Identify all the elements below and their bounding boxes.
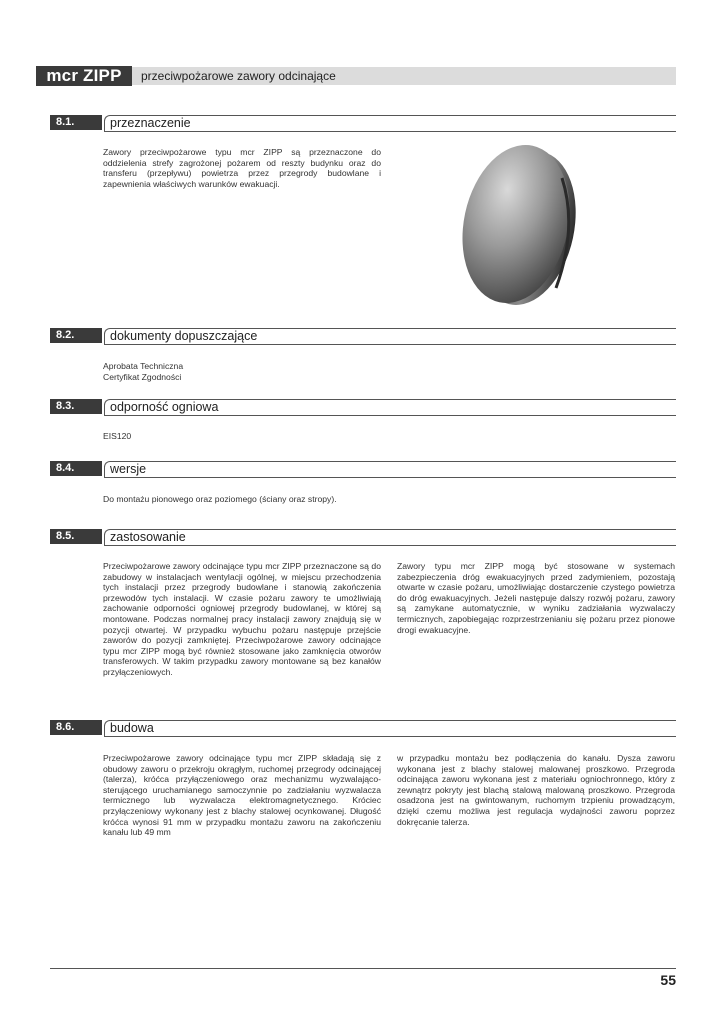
document-item: Certyfikat Zgodności: [103, 371, 182, 382]
section-title: zastosowanie: [104, 529, 676, 546]
brand-logo: mcr ZIPP: [36, 66, 132, 86]
section-title: przeznaczenie: [104, 115, 676, 132]
section-text: [103, 361, 381, 382]
section-number: 8.5.: [50, 529, 102, 544]
section-number: 8.3.: [50, 399, 102, 414]
section-number: 8.2.: [50, 328, 102, 343]
section-number: 8.4.: [50, 461, 102, 476]
document-item: Aprobata Techniczna: [103, 361, 184, 371]
header-bar: [36, 67, 676, 85]
section-header-8-6: [50, 720, 676, 736]
section-header-8-1: [50, 115, 676, 131]
section-text: Do montażu pionowego oraz poziomego (ściany oraz stropy).: [103, 494, 337, 504]
section-text-col1: Przeciwpożarowe zawory odcinające typu mcr ZIPP składają się z obudowy zaworu o przekroju okrągłym, ruchomej przegrody odcinającej (talerza), króćca przyłączeniowego oraz mechanizmu wyzwalająco-sterującego uruchamianego samoczynnie po zadziałaniu wyzwalacza termicznego lub wyzwalacza elektromagnetycznego. Króciec przyłączeniowy wykonany jest z blachy stalowej ocynkowanej. Długość króćca wynosi 91 mm w przypadku montażu zaworu na zakończeniu kanału lub 49 mm: [103, 753, 381, 838]
section-number: 8.1.: [50, 115, 102, 130]
section-header-8-3: [50, 399, 676, 415]
section-title: wersje: [104, 461, 676, 478]
section-text-col2: w przypadku montażu bez podłączenia do kanału. Dysza zaworu wykonana jest z blachy stalowej malowanej proszkowo. Przegroda odcinająca zaworu wykonana jest z materiału ogniochronnego, który z zewnątrz pokryty jest blachą stalową malowaną proszkowo. Przegroda osadzona jest na gwintowanym, ruchomym trzpieniu prowadzącym, dzięki czemu możliwa jest regulacja wydajności zaworu poprzez dokręcanie talerza.: [397, 753, 675, 827]
section-title: dokumenty dopuszczające: [104, 328, 676, 345]
page-number: 55: [660, 972, 676, 988]
section-title: budowa: [104, 720, 676, 737]
section-header-8-2: [50, 328, 676, 344]
section-title: odporność ogniowa: [104, 399, 676, 416]
section-header-8-4: [50, 461, 676, 477]
header-title: przeciwpożarowe zawory odcinające: [141, 69, 336, 83]
valve-product-image: [452, 138, 580, 312]
section-text: Zawory przeciwpożarowe typu mcr ZIPP są przeznaczone do oddzielenia strefy zagrożonej pożarem od reszty budynku oraz do transferu (przepływu) powietrza przez przegrody budowlane i zapewnienia właściwych warunków ewakuacji.: [103, 147, 381, 189]
section-number: 8.6.: [50, 720, 102, 735]
footer-divider: [50, 968, 676, 969]
section-text: EIS120: [103, 431, 132, 441]
section-text-col1: Przeciwpożarowe zawory odcinające typu mcr ZIPP przeznaczone są do zabudowy w instalacjach wentylacji ogólnej, w miejscu przechodzenia tych instalacji przez przegrody budowlane i stanowią zakończenia przewodów tych instalacji. W czasie pożaru zawory te umożliwiają zachowanie odporności ogniowej przegrody budowlanej, w której są montowane. Podczas normalnej pracy instalacji zawory znajdują się w pozycji otwartej. W przypadku wybuchu pożaru następuje przejście zaworów do pozycji zamkniętej. Przeciwpożarowe zawory odcinające typu mcr ZIPP mogą być również stosowane jako zamknięcia otworów transferowych. W takim przypadku zawory montowane są bez kanałów przyłączeniowych.: [103, 561, 381, 677]
section-text-col2: Zawory typu mcr ZIPP mogą być stosowane w systemach zabezpieczenia dróg ewakuacyjnych przed zadymieniem, pozostają otwarte w czasie pożaru, umożliwiając dostarczenie czystego powietrza do dróg ewakuacyjnych. Jeżeli następuje dalszy rozwój pożaru, zawory są zamykane automatycznie, w wyniku zadziałania wyzwalaczy termicznych, zapobiegając rozprzestrzenianiu się pożaru przez pionowe drogi ewakuacyjne.: [397, 561, 675, 635]
section-header-8-5: [50, 529, 676, 545]
